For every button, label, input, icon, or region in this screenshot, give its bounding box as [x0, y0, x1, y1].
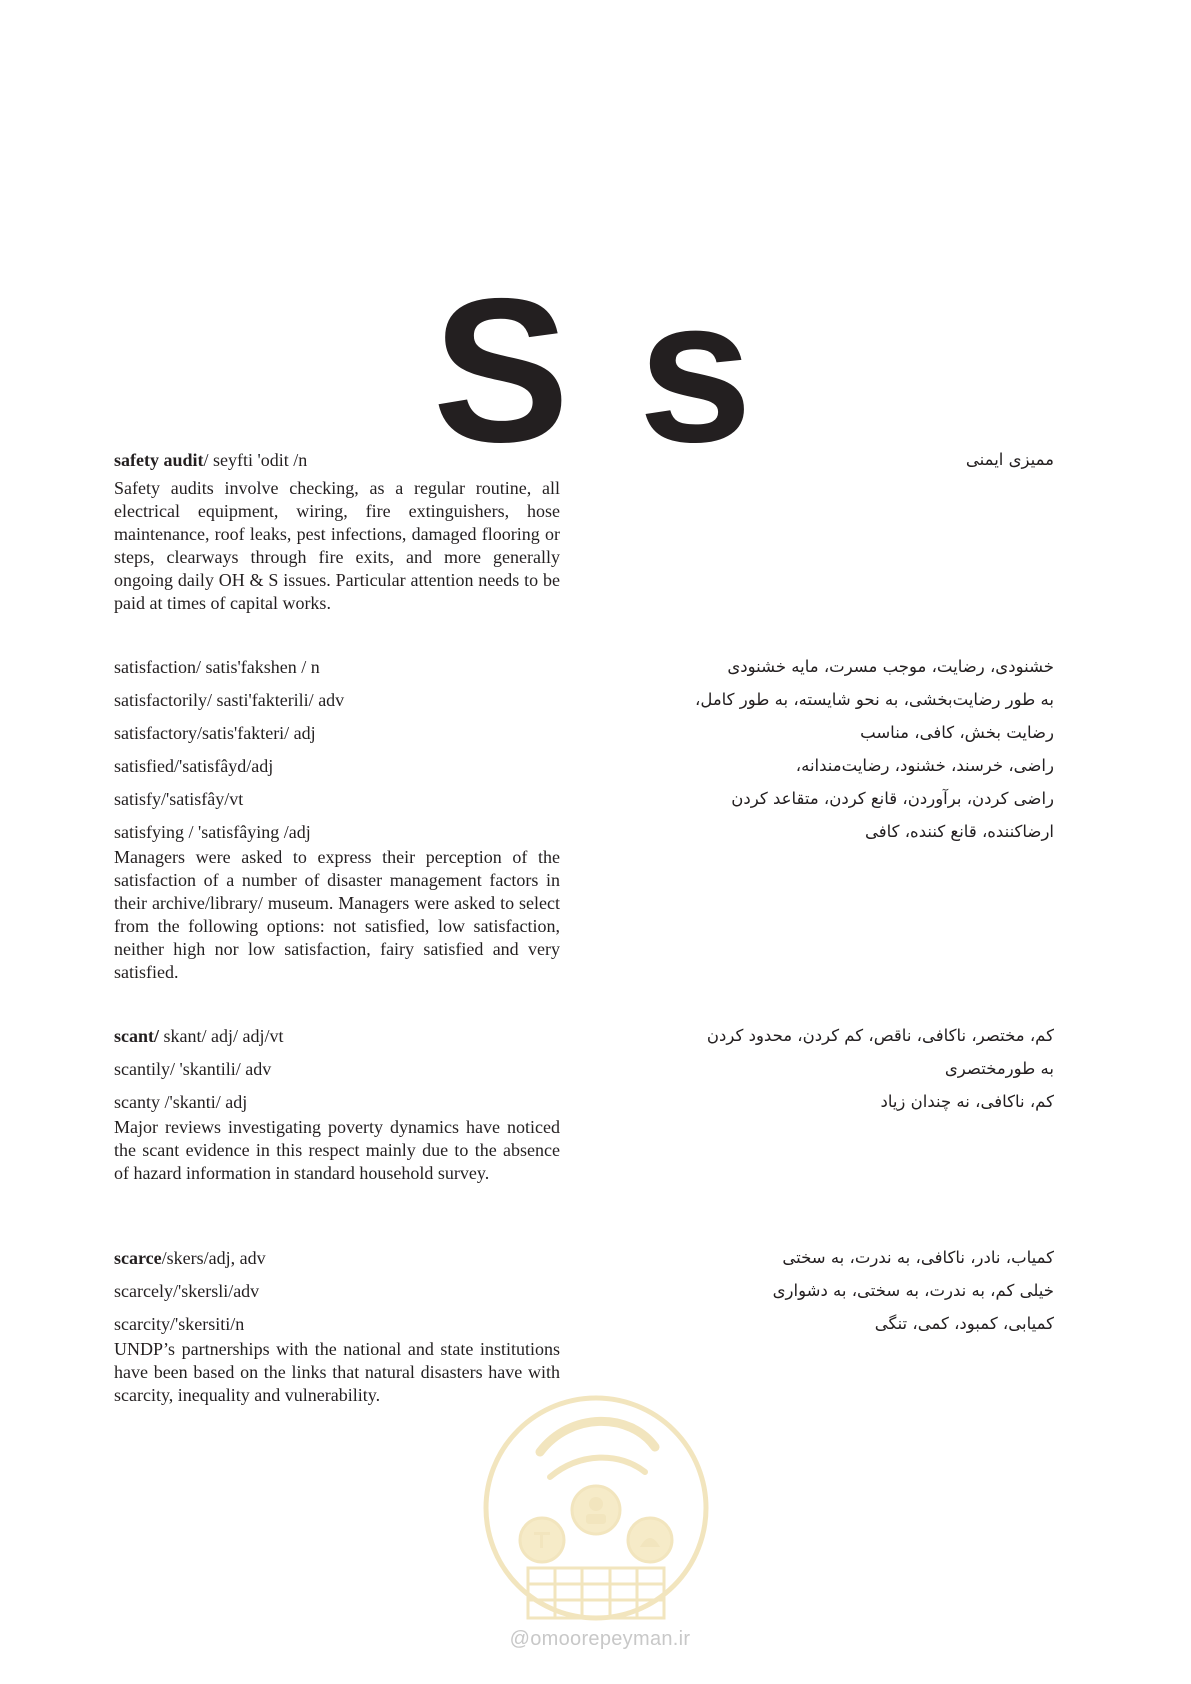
entry-satisfying	[114, 819, 1064, 845]
entry-translation: کم، ناکافی، نه چندان زیاد	[880, 1092, 1054, 1111]
entry-translation: ممیزی ایمنی	[965, 450, 1054, 469]
entry-translation: ارضاکننده، قانع کننده، کافی	[864, 822, 1054, 841]
entry-translation: خیلی کم، به ندرت، به سختی، به دشواری	[772, 1281, 1054, 1300]
entry-translation: به طورمختصری	[944, 1059, 1054, 1078]
example-scanty: Major reviews investigating poverty dynamics have noticed the scant evidence in this respect mainly due to the absence of hazard information in standard household survey.	[114, 1117, 560, 1183]
entry-scantily	[114, 1056, 1064, 1082]
entry-term: scanty /'skanti/ adj	[114, 1092, 248, 1112]
entry-term: satisfying / 'satisfâying /adj	[114, 822, 311, 842]
entry-headword: scarce	[114, 1248, 162, 1268]
entry-term: satisfy/'satisfây/vt	[114, 789, 244, 809]
entry-headword: scant/	[114, 1026, 159, 1046]
entry-term: scarcity/'skersiti/n	[114, 1314, 245, 1334]
entry-translation: کم، مختصر، ناکافی، ناقص، کم کردن، محدود کردن	[706, 1026, 1054, 1045]
watermark-site-text: @omoorepeyman.ir	[509, 1628, 691, 1650]
entry-translation: رضایت بخش، کافی، مناسب	[860, 723, 1054, 742]
example-scarcity: UNDP’s partnerships with the national and state institutions have been based on the links that natural disasters have with scarcity, inequality and vulnerability.	[114, 1339, 560, 1405]
entry-satisfactorily	[114, 687, 1064, 713]
entry-term: scarcely/'skersli/adv	[114, 1281, 260, 1301]
entry-headword: safety audit	[114, 450, 204, 470]
entry-translation: راضی کردن، برآوردن، قانع کردن، متقاعد کردن	[731, 789, 1054, 808]
entry-translation: کمیابی، کمبود، کمی، تنگی	[874, 1314, 1054, 1333]
entry-pronunciation: skant/ adj/ adj/vt	[159, 1026, 284, 1046]
entry-term: satisfaction/ satis'fakshen / n	[114, 657, 320, 677]
entry-scarcity	[114, 1311, 1064, 1337]
entry-scant	[114, 1023, 1064, 1049]
entry-translation: به طور رضایت‌بخشی، به نحو شایسته، به طور کامل،	[695, 690, 1054, 709]
entry-safety-audit	[114, 447, 1064, 473]
entry-term	[114, 447, 307, 473]
example-satisfying: Managers were asked to express their perception of the satisfaction of a number of disaster management factors in their archive/library/ museum. Managers were asked to select from the following options: not satisfied, low satisfaction, neither high nor low satisfaction, fairy satisfied and very satisfied.	[114, 847, 560, 982]
entry-term: satisfactory/satis'fakteri/ adj	[114, 723, 316, 743]
entry-satisfy	[114, 786, 1064, 812]
entry-pronunciation: /skers/adj, adv	[161, 1248, 266, 1268]
entry-satisfied	[114, 753, 1064, 779]
entry-satisfaction	[114, 654, 1064, 680]
section-letter-heading: S s	[432, 256, 759, 485]
entry-translation: خشنودی، رضایت، موجب مسرت، مایه خشنودی	[727, 657, 1054, 676]
entry-term: scantily/ 'skantili/ adv	[114, 1059, 272, 1079]
entry-scarce	[114, 1245, 1064, 1271]
entry-translation: کمیاب، نادر، ناکافی، به ندرت، به سختی	[782, 1248, 1054, 1267]
entry-scarcely	[114, 1278, 1064, 1304]
entry-pronunciation: / seyfti 'odit /n	[203, 450, 308, 470]
entry-term	[114, 1023, 283, 1049]
entry-translation: راضی، خرسند، خشنود، رضایت‌مندانه،	[795, 756, 1054, 775]
example-safety-audit: Safety audits involve checking, as a regular routine, all electrical equipment, wiring, fire extinguishers, hose maintenance, roof leaks, pest infections, damaged flooring or steps, clearways through fire exits, and more generally ongoing daily OH & S issues. Particular attention needs to be paid at times of capital works.	[114, 478, 560, 613]
entry-scanty	[114, 1089, 1064, 1115]
entry-term: satisfied/'satisfâyd/adj	[114, 756, 274, 776]
entry-satisfactory	[114, 720, 1064, 746]
entry-term: satisfactorily/ sasti'fakterili/ adv	[114, 690, 345, 710]
entry-term	[114, 1245, 266, 1271]
